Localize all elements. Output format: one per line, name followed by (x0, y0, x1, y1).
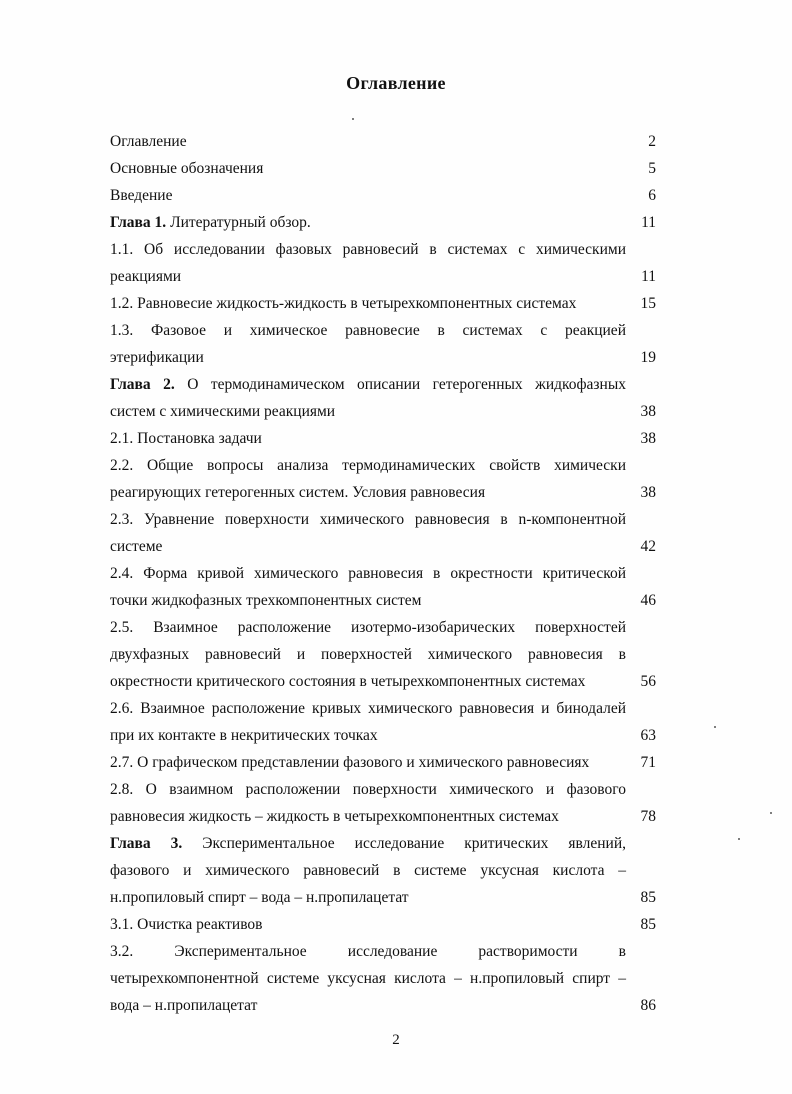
toc-entry-text: 2.7. О графическом представлении фазового и химического равновесиях (110, 754, 590, 771)
toc-page-number: 85 (640, 916, 656, 933)
toc-entry-line: 1.1. Об исследовании фазовых равновесий в системах с химическими (110, 241, 626, 258)
toc-page-number: 42 (640, 538, 656, 555)
toc-entry-line: Экспериментальное исследование критических явлений, (182, 835, 626, 852)
toc-entry-text: 1.2. Равновесие жидкость-жидкость в четырехкомпонентных системах (110, 295, 577, 312)
toc-entry-line: фазового и химического равновесий в системе уксусная кислота – (110, 862, 626, 879)
chapter-label: Глава 1. (110, 214, 167, 231)
toc-entry-line: реакциями (110, 268, 182, 285)
toc-chapter-entry (110, 209, 626, 236)
toc-entry-line: четырехкомпонентной системе уксусная кислота – н.пропиловый спирт – (110, 970, 626, 987)
toc-entry-line: 2.4. Форма кривой химического равновесия в окрестности критической (110, 565, 626, 582)
toc-entry-line: двухфазных равновесий и поверхностей химического равновесия в (110, 646, 626, 663)
toc-page-number: 38 (640, 484, 656, 501)
toc-page-number: 38 (640, 403, 656, 420)
toc-page-number: 85 (640, 889, 656, 906)
toc-entry-line: 2.8. О взаимном расположении поверхности химического и фазового (110, 781, 626, 798)
toc-page-number: 38 (640, 430, 656, 447)
toc-page-number: 5 (648, 160, 656, 177)
toc-entry-line: точки жидкофазных трехкомпонентных систем (110, 592, 422, 609)
toc-entry-line: 1.3. Фазовое и химическое равновесие в системах с реакцией (110, 322, 626, 339)
toc-entry-line: реагирующих гетерогенных систем. Условия равновесия (110, 484, 486, 501)
toc-entry-line: системе (110, 538, 163, 555)
toc-page-number: 78 (640, 808, 656, 825)
toc-page-number: 11 (641, 268, 656, 285)
toc-entry-text: 2.1. Постановка задачи (110, 430, 262, 447)
toc-page-number: 15 (640, 295, 656, 312)
toc-entry-text: Введение (110, 187, 173, 204)
toc-page-number: 46 (640, 592, 656, 609)
toc-entry-line: равновесия жидкость – жидкость в четырехкомпонентных системах (110, 808, 559, 825)
toc-page-number: 63 (640, 727, 656, 744)
toc-entry-line: н.пропиловый спирт – вода – н.пропилацетат (110, 889, 409, 906)
toc-entry-line: 2.6. Взаимное расположение кривых химического равновесия и бинодалей (110, 700, 626, 717)
toc-page-number: 19 (640, 349, 656, 366)
toc-page-number: 6 (648, 187, 656, 204)
toc-entry-text: Основные обозначения (110, 160, 264, 177)
toc-page-number: 2 (648, 133, 656, 150)
toc-entry-text: 3.1. Очистка реактивов (110, 916, 263, 933)
toc-entry-line: систем с химическими реакциями (110, 403, 336, 420)
toc-entry-line: 3.2. Экспериментальное исследование растворимости в (110, 943, 626, 960)
toc-page-number: 86 (640, 997, 656, 1014)
toc-entry-line: этерификации (110, 349, 204, 366)
toc-entry-text: Литературный обзор. (166, 214, 311, 231)
scan-speck (714, 726, 716, 728)
toc-chapter-entry (110, 830, 626, 857)
toc-entry-line: при их контакте в некритических точках (110, 727, 378, 744)
toc-entry-line: 2.5. Взаимное расположение изотермо-изобарических поверхностей (110, 619, 626, 636)
toc-entry-line: 2.2. Общие вопросы анализа термодинамических свойств химически (110, 457, 626, 474)
toc-entry-line: окрестности критического состояния в четырехкомпонентных системах (110, 673, 586, 690)
page-title: Оглавление (346, 73, 446, 93)
page-footer-number: 2 (392, 1032, 400, 1048)
toc-entry-line: вода – н.пропилацетат (110, 997, 258, 1014)
toc-page-number: 71 (640, 754, 656, 771)
toc-chapter-entry (110, 371, 626, 398)
toc-entry-text: Оглавление (110, 133, 187, 150)
toc-entry-line: 2.3. Уравнение поверхности химического равновесия в n-компонентной (110, 511, 626, 528)
chapter-label: Глава 2. (110, 376, 175, 393)
chapter-label: Глава 3. (110, 835, 183, 852)
scan-speck (352, 118, 354, 120)
toc-page-number: 56 (640, 673, 656, 690)
toc-page-number: 11 (641, 214, 656, 231)
scan-speck (738, 838, 740, 840)
scan-speck (770, 812, 772, 814)
toc-entry-line: О термодинамическом описании гетерогенных жидкофазных (174, 376, 627, 393)
